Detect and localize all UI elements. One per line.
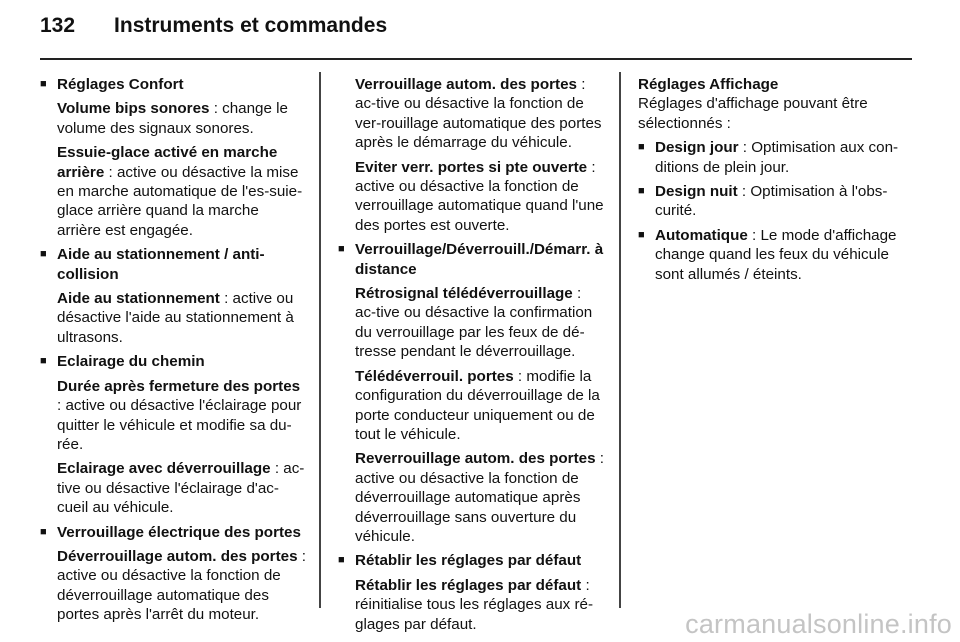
page-header bbox=[40, 14, 387, 38]
entry-term: Verrouillage autom. des portes bbox=[355, 76, 577, 93]
entry-text: : active ou désactive l'aide au stationnement à ultrasons. bbox=[57, 290, 294, 346]
entry-term: Automatique bbox=[655, 226, 748, 244]
entry-term: Durée après fermeture des portes bbox=[57, 377, 301, 395]
entry-text: : modifie la configuration du déverrouillage de la porte conducteur uniquement ou de tout le véhicule. bbox=[355, 367, 600, 443]
bullet-icon: ■ bbox=[338, 554, 345, 567]
bullet-icon: ■ bbox=[638, 185, 645, 198]
item-entry bbox=[355, 158, 606, 236]
entry-term: Déverrouillage autom. des portes bbox=[57, 547, 298, 565]
item-entry bbox=[57, 143, 306, 240]
entry-term: Eviter verr. portes si pte ouverte bbox=[355, 158, 588, 176]
page-title: Instruments et commandes bbox=[114, 14, 388, 37]
watermark: carmanualsonline.info bbox=[685, 609, 952, 639]
entry-text: : change le volume des signaux sonores. bbox=[57, 100, 288, 137]
entry-text: : active ou désactive la fonction de verrouillage automatique quand l'une des portes est ouverte. bbox=[355, 158, 604, 234]
list-item bbox=[40, 245, 306, 347]
entry-term: Rétablir les réglages par défaut bbox=[355, 576, 582, 594]
item-entry bbox=[57, 547, 306, 625]
page-number: 132 bbox=[40, 14, 76, 37]
item-entry bbox=[355, 75, 606, 153]
column-1 bbox=[40, 75, 306, 625]
entry-text: : ac-tive ou désactive la fonction de ver-rouillage automatique des portes après le démarrage du véhicule. bbox=[355, 76, 602, 152]
bullet-icon: ■ bbox=[638, 141, 645, 154]
item-entry bbox=[57, 289, 306, 347]
entry-term: Design jour bbox=[655, 139, 739, 157]
entry-term: Reverrouillage autom. des portes bbox=[355, 450, 596, 468]
item-heading: Réglages Confort bbox=[57, 76, 184, 93]
entry-text: : active ou désactive l'éclairage pour quitter le véhicule et modifie sa du-rée. bbox=[57, 397, 302, 453]
item-entry bbox=[355, 367, 606, 445]
item-entry bbox=[57, 459, 306, 517]
bullet-icon: ■ bbox=[40, 78, 47, 90]
bullet-icon: ■ bbox=[338, 243, 345, 256]
item-entry bbox=[355, 576, 606, 634]
list-item bbox=[338, 240, 606, 546]
list-item bbox=[40, 352, 306, 517]
item-heading: Verrouillage/Déverrouill./Démarr. à distance bbox=[355, 241, 604, 278]
item-entry bbox=[355, 284, 606, 362]
bullet-icon: ■ bbox=[638, 228, 645, 241]
entry-term: Télédéverrouil. portes bbox=[355, 367, 514, 385]
list-item bbox=[638, 182, 904, 221]
item-entry bbox=[57, 99, 306, 138]
list-item bbox=[338, 551, 606, 634]
section-intro: Réglages d'affichage pouvant être sélectionnés : bbox=[638, 95, 868, 132]
entry-text: : ac-tive ou désactive l'éclairage d'ac-cueil au véhicule. bbox=[57, 460, 305, 517]
column-divider bbox=[619, 72, 621, 608]
entry-text: : active ou désactive la fonction de déverrouillage automatique après déverrouillage sans ouverture du véhicule. bbox=[355, 450, 604, 545]
list-item bbox=[638, 138, 904, 177]
column-3 bbox=[638, 75, 904, 284]
entry-term: Aide au stationnement bbox=[57, 290, 220, 308]
entry-text: : réinitialise tous les réglages aux ré-glages par défaut. bbox=[355, 576, 594, 633]
section-heading: Réglages Affichage bbox=[638, 76, 779, 93]
header-rule bbox=[40, 58, 912, 60]
entry-text: : ac-tive ou désactive la confirmation du verrouillage par les feux de dé-tresse pendant le déverrouillage. bbox=[355, 285, 593, 361]
item-entry bbox=[57, 377, 306, 455]
entry-term: Design nuit bbox=[655, 183, 738, 201]
item-heading: Eclairage du chemin bbox=[57, 353, 205, 371]
entry-text: : active ou désactive la fonction de déverrouillage automatique des portes après l'arrêt du moteur. bbox=[57, 547, 306, 624]
entry-text: : Le mode d'affichage change quand les feux du véhicule sont allumés / éteints. bbox=[655, 226, 897, 283]
column-2 bbox=[338, 75, 606, 634]
column-divider bbox=[319, 72, 321, 608]
bullet-icon: ■ bbox=[40, 248, 47, 261]
list-item bbox=[40, 75, 306, 240]
list-item bbox=[638, 226, 904, 284]
item-entry bbox=[355, 449, 606, 546]
entry-text: : active ou désactive la mise en marche automatique de l'es-suie-glace arrière quand la marche arrière est engagée. bbox=[57, 163, 303, 239]
entry-term: Rétrosignal télédéverrouillage bbox=[355, 285, 573, 303]
list-item-continued bbox=[338, 75, 606, 235]
entry-text: : Optimisation à l'obs-curité. bbox=[655, 183, 888, 220]
item-heading: Rétablir les réglages par défaut bbox=[355, 552, 582, 570]
entry-term: Essuie-glace activé en marche arrière bbox=[57, 144, 278, 181]
list-item bbox=[40, 523, 306, 625]
entry-text: : Optimisation aux con-ditions de plein jour. bbox=[655, 139, 899, 176]
bullet-icon: ■ bbox=[40, 355, 47, 368]
item-heading: Aide au stationnement / anti-collision bbox=[57, 246, 265, 283]
entry-term: Eclairage avec déverrouillage bbox=[57, 460, 271, 478]
entry-term: Volume bips sonores bbox=[57, 100, 210, 118]
bullet-icon: ■ bbox=[40, 525, 47, 538]
item-heading: Verrouillage électrique des portes bbox=[57, 523, 301, 541]
